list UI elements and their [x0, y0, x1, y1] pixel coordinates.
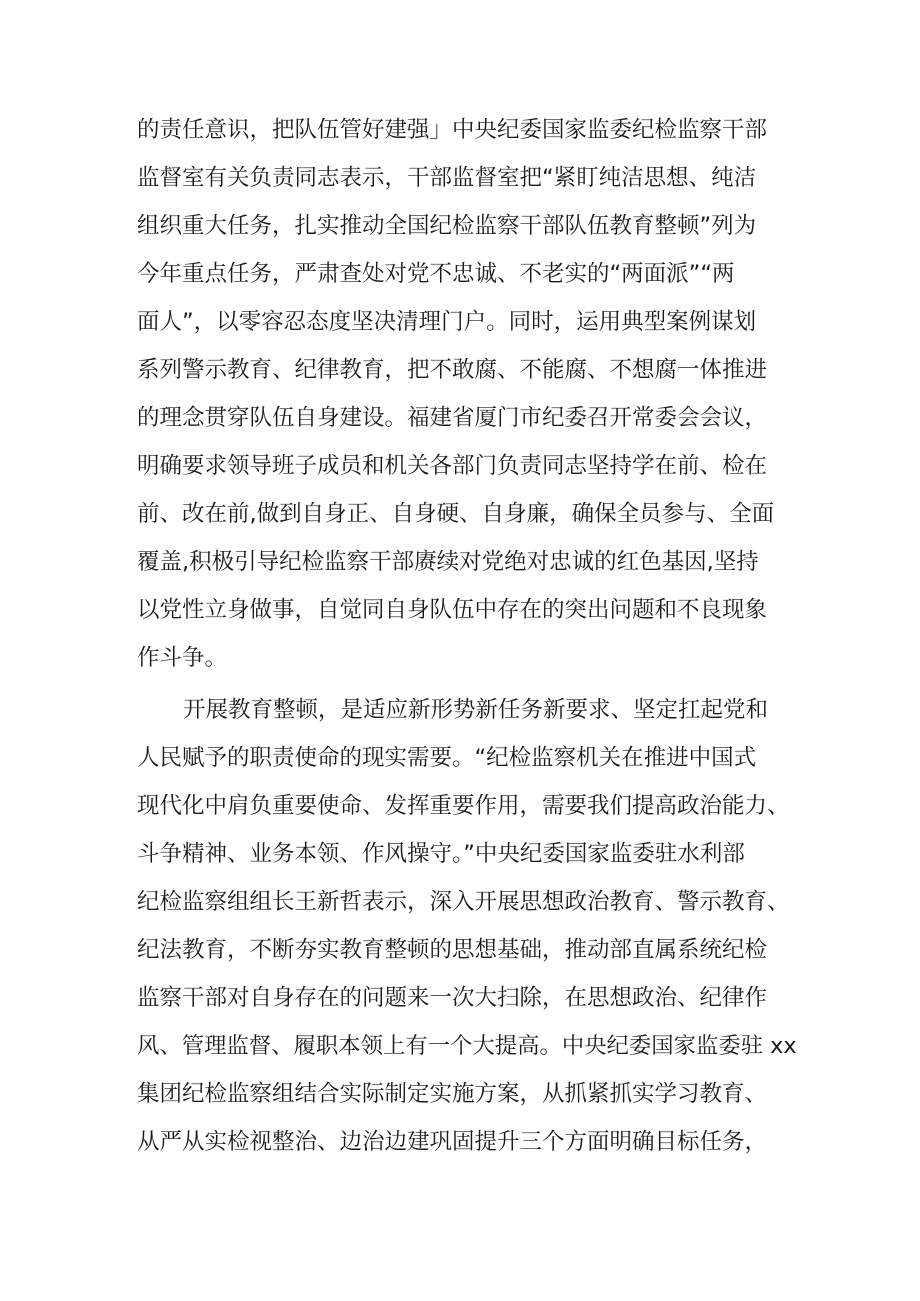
text-line: 系列警示教育、纪律教育，把不敢腐、不能腐、不想腐一体推进: [137, 357, 768, 383]
text-line: 现代化中肩负重要使命、发挥重要作用，需要我们提高政治能力、: [137, 793, 790, 819]
text-line: 监察干部对自身存在的问题来一次大扫除，在思想政治、纪律作: [137, 985, 768, 1011]
text-line: 风、管理监督、履职本领上有一个大提高。中央纪委国家监委驻 xx: [137, 1033, 797, 1059]
text-line: 纪法教育，不断夯实教育整顿的思想基础，推动部直属系统纪检: [137, 937, 768, 963]
text-line: 从严从实检视整治、边治边建巩固提升三个方面明确目标任务，: [137, 1129, 768, 1155]
text-line: 明确要求领导班子成员和机关各部门负责同志坚持学在前、检在: [137, 453, 768, 479]
text-line: 以党性立身做事，自觉同自身队伍中存在的突出问题和不良现象: [137, 597, 768, 623]
text-line-indented: 开展教育整顿，是适应新形势新任务新要求、坚定扛起党和: [183, 697, 769, 723]
text-line: 集团纪检监察组结合实际制定实施方案，从抓紧抓实学习教育、: [137, 1081, 768, 1107]
text-line: 的责任意识，把队伍管好建强」中央纪委国家监委纪检监察干部: [137, 117, 768, 143]
text-line: 前、改在前,做到自身正、自身硬、自身廉，确保全员参与、全面: [137, 501, 775, 527]
text-line: 人民赋予的职责使命的现实需要。“纪检监察机关在推进中国式: [137, 745, 757, 771]
text-line: 斗争精神、业务本领、作风操守。”中央纪委国家监委驻水利部: [137, 841, 745, 867]
text-line: 面人”，以零容忍态度坚决清理门户。同时，运用典型案例谋划: [137, 309, 757, 335]
text-line: 今年重点任务，严肃查处对党不忠诚、不老实的“两面派”“两: [137, 261, 735, 287]
text-line: 监督室有关负责同志表示，干部监督室把“紧盯纯洁思想、纯洁: [137, 165, 757, 191]
text-line: 覆盖,积极引导纪检监察干部赓续对党绝对忠诚的红色基因,坚持: [137, 549, 759, 575]
text-line: 组织重大任务，扎实推动全国纪检监察干部队伍教育整顿”列为: [137, 213, 757, 239]
text-line: 作斗争。: [137, 645, 228, 671]
text-line: 纪检监察组组长王新哲表示，深入开展思想政治教育、警示教育、: [137, 889, 790, 915]
text-line: 的理念贯穿队伍自身建设。福建省厦门市纪委召开常委会会议，: [137, 405, 768, 431]
